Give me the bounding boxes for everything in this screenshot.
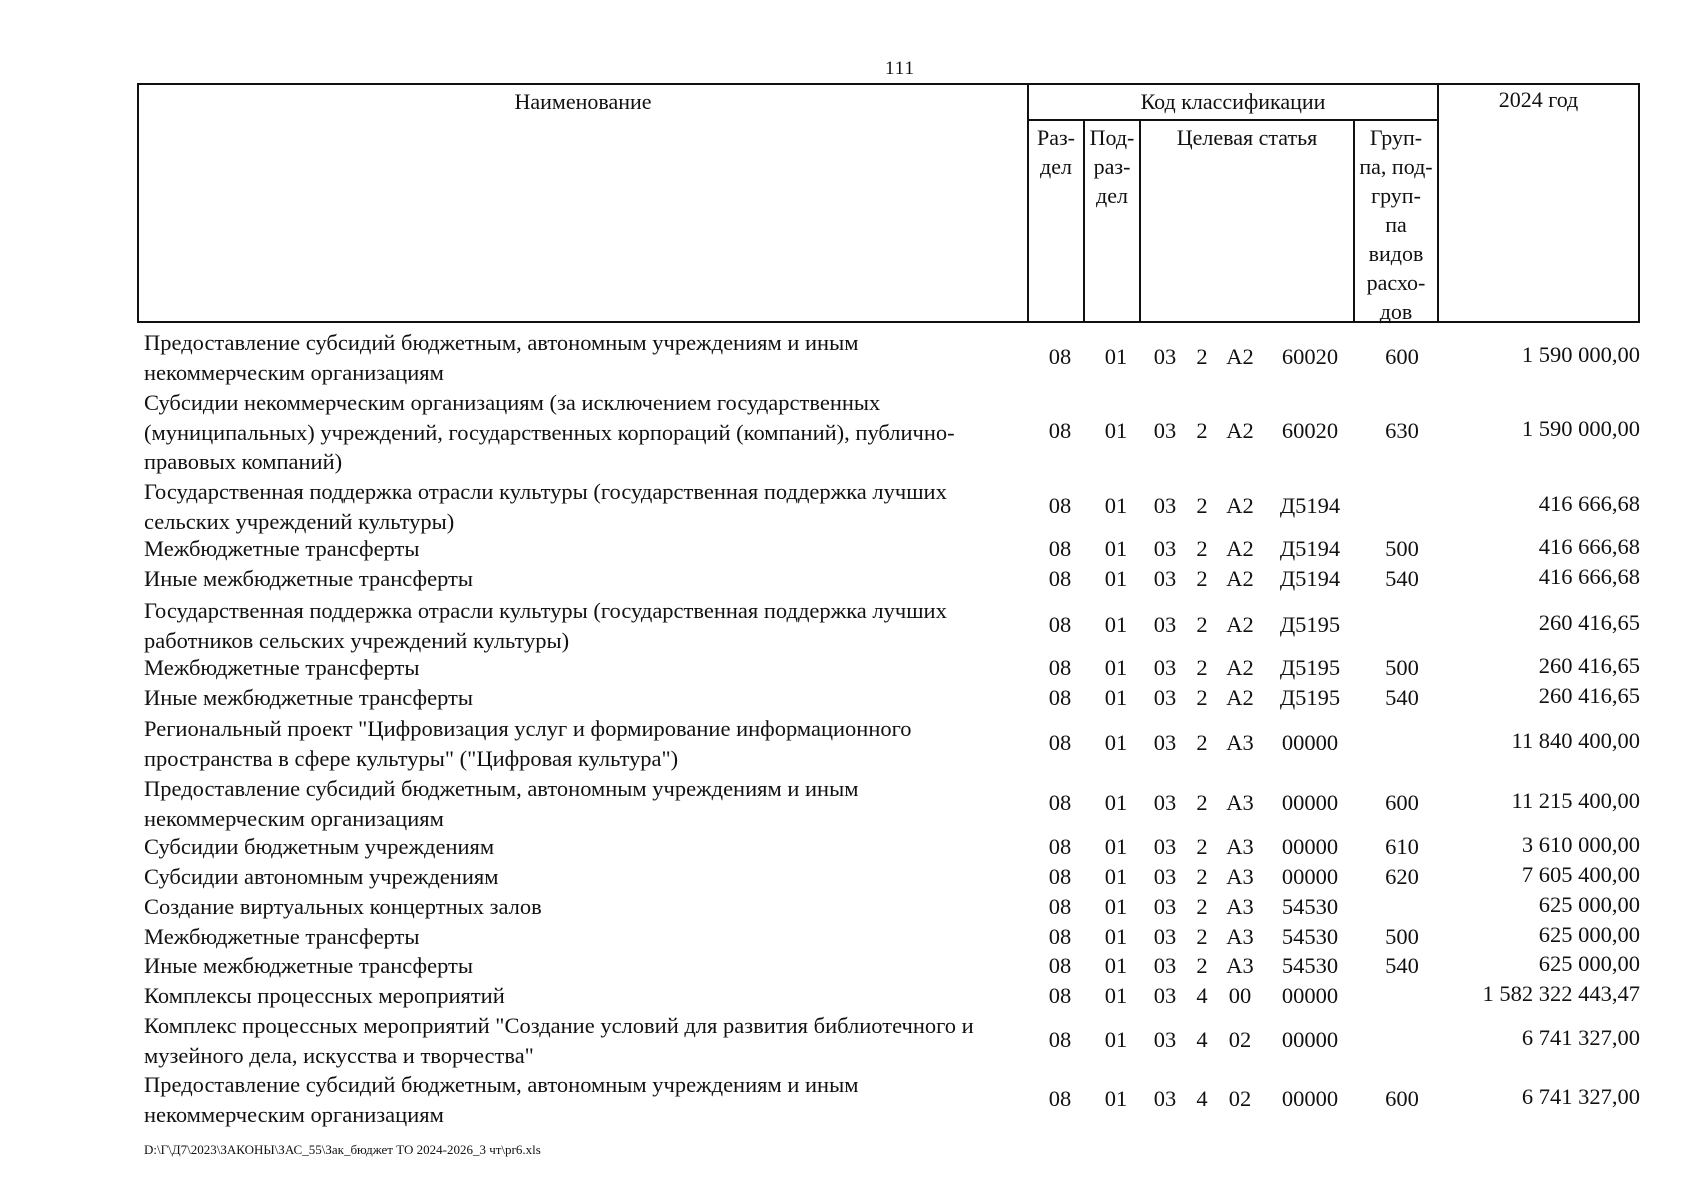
row-target-2: 2 bbox=[1196, 566, 1208, 591]
row-razdel: 08 bbox=[1048, 730, 1072, 755]
row-target-3: А3 bbox=[1226, 790, 1254, 815]
row-target-1: 03 bbox=[1153, 730, 1177, 755]
row-target-3: 02 bbox=[1228, 1086, 1252, 1111]
row-target-3: А3 bbox=[1226, 864, 1254, 889]
row-group: 600 bbox=[1385, 344, 1419, 369]
row-target-2: 2 bbox=[1196, 894, 1208, 919]
row-podrazdel: 01 bbox=[1104, 983, 1128, 1008]
row-razdel: 08 bbox=[1048, 894, 1072, 919]
row-podrazdel: 01 bbox=[1104, 1027, 1128, 1052]
row-target-2: 2 bbox=[1196, 418, 1208, 443]
row-target-3: 02 bbox=[1228, 1027, 1252, 1052]
row-target-3: А3 bbox=[1226, 730, 1254, 755]
row-podrazdel: 01 bbox=[1104, 790, 1128, 815]
row-target-4: Д5195 bbox=[1279, 685, 1341, 710]
row-amount: 260 416,65 bbox=[1538, 683, 1640, 708]
row-name: Предоставление субсидий бюджетным, автономным учреждениям и иным некоммерческим организациям bbox=[144, 330, 859, 385]
row-target-2: 2 bbox=[1196, 953, 1208, 978]
row-name: Субсидии некоммерческим организациям (за исключением государственных (муниципальных) учреждений, государственных корпораций (компаний), публично-правовых компаний) bbox=[144, 390, 955, 474]
row-target-3: А2 bbox=[1226, 536, 1254, 561]
row-target-3: 00 bbox=[1228, 983, 1252, 1008]
row-target-2: 2 bbox=[1196, 344, 1208, 369]
row-podrazdel: 01 bbox=[1104, 953, 1128, 978]
row-podrazdel: 01 bbox=[1104, 536, 1128, 561]
header-razdel: Раз- дел bbox=[1036, 125, 1076, 179]
row-target-3: А2 bbox=[1226, 344, 1254, 369]
row-target-3: А2 bbox=[1226, 418, 1254, 443]
row-podrazdel: 01 bbox=[1104, 1086, 1128, 1111]
row-target-1: 03 bbox=[1153, 1086, 1177, 1111]
row-name: Предоставление субсидий бюджетным, автономным учреждениям и иным некоммерческим организациям bbox=[144, 776, 859, 831]
row-group: 500 bbox=[1385, 536, 1419, 561]
row-target-4: 54530 bbox=[1281, 924, 1339, 949]
row-name: Межбюджетные трансферты bbox=[144, 536, 420, 561]
row-name: Государственная поддержка отрасли культуры (государственная поддержка лучших сельских учреждений культуры) bbox=[144, 479, 947, 534]
row-amount: 625 000,00 bbox=[1538, 892, 1640, 917]
row-target-1: 03 bbox=[1153, 790, 1177, 815]
row-amount: 625 000,00 bbox=[1538, 951, 1640, 976]
header-target: Целевая статья bbox=[1176, 125, 1318, 150]
row-razdel: 08 bbox=[1048, 790, 1072, 815]
row-name: Иные межбюджетные трансферты bbox=[144, 685, 474, 710]
row-podrazdel: 01 bbox=[1104, 894, 1128, 919]
row-razdel: 08 bbox=[1048, 685, 1072, 710]
row-razdel: 08 bbox=[1048, 566, 1072, 591]
row-target-4: 00000 bbox=[1281, 983, 1339, 1008]
row-amount: 1 590 000,00 bbox=[1521, 416, 1640, 441]
row-podrazdel: 01 bbox=[1104, 566, 1128, 591]
row-target-2: 2 bbox=[1196, 864, 1208, 889]
row-target-1: 03 bbox=[1153, 1027, 1177, 1052]
row-target-4: Д5195 bbox=[1279, 612, 1341, 637]
row-target-1: 03 bbox=[1153, 894, 1177, 919]
row-target-4: Д5194 bbox=[1279, 566, 1341, 591]
row-name: Межбюджетные трансферты bbox=[144, 924, 420, 949]
row-amount: 11 215 400,00 bbox=[1511, 788, 1640, 813]
row-podrazdel: 01 bbox=[1104, 730, 1128, 755]
header-code-group: Код классификации bbox=[1140, 89, 1326, 114]
row-target-1: 03 bbox=[1153, 924, 1177, 949]
row-target-1: 03 bbox=[1153, 685, 1177, 710]
row-target-2: 2 bbox=[1196, 655, 1208, 680]
row-amount: 625 000,00 bbox=[1538, 922, 1640, 947]
row-amount: 416 666,68 bbox=[1538, 534, 1640, 559]
row-target-2: 2 bbox=[1196, 730, 1208, 755]
row-razdel: 08 bbox=[1048, 1027, 1072, 1052]
row-amount: 1 582 322 443,47 bbox=[1482, 981, 1640, 1006]
row-name: Комплексы процессных мероприятий bbox=[144, 983, 505, 1008]
row-target-4: 00000 bbox=[1281, 790, 1339, 815]
row-name: Межбюджетные трансферты bbox=[144, 655, 420, 680]
row-group: 500 bbox=[1385, 924, 1419, 949]
row-target-2: 2 bbox=[1196, 790, 1208, 815]
row-target-3: А2 bbox=[1226, 685, 1254, 710]
row-target-1: 03 bbox=[1153, 655, 1177, 680]
row-amount: 7 605 400,00 bbox=[1521, 862, 1640, 887]
row-target-3: А2 bbox=[1226, 655, 1254, 680]
row-group: 610 bbox=[1385, 834, 1419, 859]
row-target-4: Д5194 bbox=[1279, 536, 1341, 561]
row-razdel: 08 bbox=[1048, 418, 1072, 443]
row-target-1: 03 bbox=[1153, 493, 1177, 518]
row-razdel: 08 bbox=[1048, 924, 1072, 949]
row-target-4: 60020 bbox=[1281, 418, 1339, 443]
row-razdel: 08 bbox=[1048, 1086, 1072, 1111]
row-target-3: А2 bbox=[1226, 566, 1254, 591]
row-amount: 416 666,68 bbox=[1538, 564, 1640, 589]
row-target-2: 2 bbox=[1196, 685, 1208, 710]
row-razdel: 08 bbox=[1048, 612, 1072, 637]
row-target-2: 4 bbox=[1196, 983, 1208, 1008]
row-target-2: 2 bbox=[1196, 493, 1208, 518]
row-target-2: 4 bbox=[1196, 1086, 1208, 1111]
row-name: Субсидии автономным учреждениям bbox=[144, 864, 499, 889]
row-target-4: 00000 bbox=[1281, 834, 1339, 859]
row-target-1: 03 bbox=[1153, 953, 1177, 978]
row-razdel: 08 bbox=[1048, 536, 1072, 561]
row-group: 600 bbox=[1385, 790, 1419, 815]
row-name: Создание виртуальных концертных залов bbox=[144, 894, 542, 919]
row-podrazdel: 01 bbox=[1104, 612, 1128, 637]
row-target-2: 2 bbox=[1196, 536, 1208, 561]
row-group: 500 bbox=[1385, 655, 1419, 680]
row-target-4: 00000 bbox=[1281, 864, 1339, 889]
row-target-3: А2 bbox=[1226, 493, 1254, 518]
row-target-3: А3 bbox=[1226, 953, 1254, 978]
row-amount: 3 610 000,00 bbox=[1521, 832, 1640, 857]
row-razdel: 08 bbox=[1048, 983, 1072, 1008]
row-target-1: 03 bbox=[1153, 418, 1177, 443]
row-podrazdel: 01 bbox=[1104, 493, 1128, 518]
page-number: 111 bbox=[884, 58, 916, 79]
row-target-4: 00000 bbox=[1281, 1086, 1339, 1111]
row-name: Региональный проект "Цифровизация услуг и формирование информационного пространства в сфере культуры" ("Цифровая культура") bbox=[144, 716, 912, 771]
row-target-3: А3 bbox=[1226, 924, 1254, 949]
row-name: Иные межбюджетные трансферты bbox=[144, 566, 474, 591]
header-year: 2024 год bbox=[1498, 87, 1579, 112]
row-target-1: 03 bbox=[1153, 834, 1177, 859]
row-amount: 260 416,65 bbox=[1538, 610, 1640, 635]
row-razdel: 08 bbox=[1048, 344, 1072, 369]
row-target-1: 03 bbox=[1153, 536, 1177, 561]
row-target-1: 03 bbox=[1153, 864, 1177, 889]
row-target-4: 00000 bbox=[1281, 730, 1339, 755]
row-target-2: 4 bbox=[1196, 1027, 1208, 1052]
row-razdel: 08 bbox=[1048, 834, 1072, 859]
row-amount: 11 840 400,00 bbox=[1511, 728, 1640, 753]
row-target-1: 03 bbox=[1153, 612, 1177, 637]
row-amount: 260 416,65 bbox=[1538, 653, 1640, 678]
row-target-2: 2 bbox=[1196, 924, 1208, 949]
row-amount: 6 741 327,00 bbox=[1521, 1025, 1640, 1050]
row-podrazdel: 01 bbox=[1104, 864, 1128, 889]
row-target-4: 00000 bbox=[1281, 1027, 1339, 1052]
row-target-1: 03 bbox=[1153, 344, 1177, 369]
header-group: Груп- па, под- груп- па видов расхо- дов bbox=[1359, 125, 1433, 324]
row-podrazdel: 01 bbox=[1104, 418, 1128, 443]
row-name: Иные межбюджетные трансферты bbox=[144, 953, 474, 978]
row-target-3: А3 bbox=[1226, 894, 1254, 919]
row-name: Комплекс процессных мероприятий "Создание условий для развития библиотечного и музейного дела, искусства и творчества" bbox=[144, 1013, 974, 1068]
file-path: D:\Г\Д7\2023\ЗАКОНЫ\ЗАС_55\Зак_бюджет ТО 2024-2026_3 чт\pr6.xls bbox=[144, 1142, 541, 1157]
header-name: Наименование bbox=[514, 89, 652, 114]
row-podrazdel: 01 bbox=[1104, 834, 1128, 859]
row-razdel: 08 bbox=[1048, 493, 1072, 518]
row-target-1: 03 bbox=[1153, 983, 1177, 1008]
row-target-1: 03 bbox=[1153, 566, 1177, 591]
row-target-4: 60020 bbox=[1281, 344, 1339, 369]
row-amount: 1 590 000,00 bbox=[1521, 342, 1640, 367]
row-group: 540 bbox=[1385, 953, 1419, 978]
row-podrazdel: 01 bbox=[1104, 655, 1128, 680]
row-target-4: 54530 bbox=[1281, 894, 1339, 919]
row-razdel: 08 bbox=[1048, 864, 1072, 889]
row-target-3: А3 bbox=[1226, 834, 1254, 859]
row-target-4: Д5195 bbox=[1279, 655, 1341, 680]
row-podrazdel: 01 bbox=[1104, 685, 1128, 710]
row-razdel: 08 bbox=[1048, 953, 1072, 978]
row-podrazdel: 01 bbox=[1104, 344, 1128, 369]
row-group: 540 bbox=[1385, 566, 1419, 591]
header-podrazdel: Под- раз- дел bbox=[1089, 125, 1135, 208]
row-target-2: 2 bbox=[1196, 834, 1208, 859]
row-target-4: 54530 bbox=[1281, 953, 1339, 978]
row-target-3: А2 bbox=[1226, 612, 1254, 637]
row-group: 620 bbox=[1385, 864, 1419, 889]
row-group: 540 bbox=[1385, 685, 1419, 710]
row-amount: 6 741 327,00 bbox=[1521, 1084, 1640, 1109]
row-group: 600 bbox=[1385, 1086, 1419, 1111]
row-name: Субсидии бюджетным учреждениям bbox=[144, 834, 495, 859]
row-podrazdel: 01 bbox=[1104, 924, 1128, 949]
row-name: Государственная поддержка отрасли культуры (государственная поддержка лучших работников сельских учреждений культуры) bbox=[144, 598, 947, 653]
row-razdel: 08 bbox=[1048, 655, 1072, 680]
row-amount: 416 666,68 bbox=[1538, 491, 1640, 516]
row-name: Предоставление субсидий бюджетным, автономным учреждениям и иным некоммерческим организациям bbox=[144, 1072, 859, 1127]
row-target-2: 2 bbox=[1196, 612, 1208, 637]
row-group: 630 bbox=[1385, 418, 1419, 443]
row-target-4: Д5194 bbox=[1279, 493, 1341, 518]
